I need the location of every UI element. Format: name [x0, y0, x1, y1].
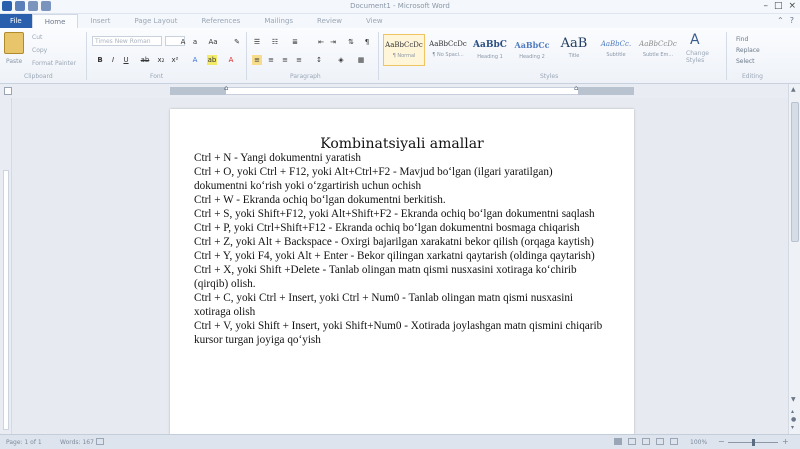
font-name-field[interactable]: Times New Roman — [92, 36, 162, 46]
style-normal[interactable] — [383, 34, 425, 66]
document-area[interactable] — [12, 98, 788, 434]
tab-review[interactable]: Review — [317, 17, 343, 25]
style-subtitle[interactable] — [595, 34, 637, 66]
tab-selector[interactable] — [4, 87, 12, 95]
style-name: Title — [568, 53, 580, 59]
tab-mailings[interactable]: Mailings — [264, 17, 294, 25]
vertical-ruler — [0, 98, 12, 434]
strikethrough-button[interactable]: ab — [140, 56, 150, 64]
browse-object-icon[interactable]: ● — [791, 416, 797, 423]
style-sample: AaBbCcDc — [429, 40, 467, 48]
bold-button[interactable]: B — [97, 56, 103, 64]
document-paragraph: Ctrl + N - Yangi dokumentni yaratish — [194, 152, 361, 164]
underline-button[interactable]: U — [123, 56, 129, 64]
decrease-indent-icon[interactable]: ⇤ — [318, 38, 324, 46]
paste-label: Paste — [6, 58, 23, 65]
show-formatting-icon[interactable]: ¶ — [364, 38, 370, 46]
tab-page-layout[interactable]: Page Layout — [134, 17, 178, 25]
document-paragraph: Ctrl + O, yoki Ctrl + F12, yoki Alt+Ctrl+F2 - Mavjud bo‘lgan (ilgari yaratilgan) dokumentni ko‘rish yoki o‘zgartirish uchun ochish — [194, 166, 553, 192]
full-screen-icon[interactable] — [628, 438, 636, 445]
shading-icon[interactable]: ◈ — [338, 56, 344, 64]
proofing-icon[interactable] — [96, 438, 104, 445]
horizontal-ruler — [0, 84, 800, 98]
tab-home[interactable]: Home — [32, 14, 79, 28]
change-styles-button[interactable]: Change Styles — [686, 50, 709, 64]
editing-group — [736, 34, 760, 67]
document-body[interactable] — [194, 151, 606, 347]
copy-button[interactable]: Copy — [32, 47, 48, 54]
close-button[interactable]: × — [788, 1, 796, 11]
paste-button[interactable] — [4, 32, 24, 54]
right-indent-marker[interactable]: ⌂ — [574, 84, 579, 92]
paragraph-group-label: Paragraph — [290, 73, 321, 80]
ruler-track — [170, 87, 634, 95]
tab-view[interactable]: View — [366, 17, 383, 25]
document-paragraph: Ctrl + Z, yoki Alt + Backspace - Oxirgi bajarilgan xarakatni bekor qilish (orqaga kaytish) — [194, 236, 594, 248]
tab-references[interactable]: References — [201, 17, 241, 25]
tab-file[interactable]: File — [0, 14, 32, 28]
maximize-button[interactable]: □ — [773, 1, 783, 11]
style-sample: AaBbCcDc — [639, 40, 677, 48]
previous-page-icon[interactable]: ▴ — [791, 408, 795, 415]
styles-group-label: Styles — [540, 73, 559, 80]
format-painter-button[interactable]: Format Painter — [32, 60, 77, 67]
change-case-icon[interactable]: Aa — [208, 38, 218, 46]
align-center-icon[interactable]: ≡ — [268, 56, 274, 64]
style-name: Heading 2 — [519, 54, 545, 60]
draft-icon[interactable] — [670, 438, 678, 445]
subscript-button[interactable]: x₂ — [157, 56, 165, 64]
style-sample: AaBbCcDc — [385, 41, 423, 49]
ribbon-tabs — [0, 14, 800, 28]
document-paragraph: Ctrl + X, yoki Shift +Delete - Tanlab olingan matn qismi nusxasini xotiraga ko‘chirib (qirqib) olish. — [194, 264, 577, 290]
ribbon-right-controls — [777, 14, 800, 28]
shrink-font-icon[interactable]: a — [192, 38, 198, 46]
zoom-out-icon[interactable]: − — [718, 437, 725, 446]
numbering-icon[interactable]: ☷ — [271, 38, 279, 46]
window-controls — [763, 1, 796, 11]
collapse-ribbon-icon[interactable]: ⌃ — [777, 16, 784, 25]
document-paragraph: Ctrl + S, yoki Shift+F12, yoki Alt+Shift+F2 - Ekranda ochiq bo‘lgan dokumentni saqlash — [194, 208, 595, 220]
style-name: ¶ No Spaci... — [432, 52, 464, 58]
align-right-icon[interactable]: ≡ — [282, 56, 288, 64]
align-left-icon[interactable]: ≡ — [252, 55, 262, 65]
document-paragraph: Ctrl + W - Ekranda ochiq bo‘lgan dokumentni berkitish. — [194, 194, 446, 206]
sort-icon[interactable]: ⇅ — [348, 38, 354, 46]
style-heading-2[interactable] — [511, 34, 553, 66]
cut-button[interactable]: Cut — [32, 34, 43, 41]
title-bar — [0, 0, 800, 14]
bullets-icon[interactable]: ☰ — [253, 38, 261, 46]
replace-button[interactable]: Replace — [736, 47, 760, 54]
increase-indent-icon[interactable]: ⇥ — [330, 38, 336, 46]
find-button[interactable]: Find — [736, 36, 749, 43]
document-paragraph: Ctrl + V, yoki Shift + Insert, yoki Shift+Num0 - Xotirada joylashgan matn qismini chiqarib kursor turgan joyiga qo‘yish — [194, 320, 603, 346]
clear-formatting-icon[interactable]: ✎ — [234, 38, 240, 46]
style-sample: AaBbCc — [514, 40, 550, 50]
style-sample: AaBbC — [473, 40, 507, 50]
editing-group-label: Editing — [742, 73, 763, 80]
document-title: Kombinatsiyali amallar — [320, 136, 484, 152]
style-name: Heading 1 — [477, 54, 503, 60]
ribbon-separator — [86, 32, 87, 80]
ribbon-separator — [378, 32, 379, 80]
outline-icon[interactable] — [656, 438, 664, 445]
document-page[interactable] — [170, 109, 634, 434]
help-icon[interactable]: ? — [789, 16, 794, 25]
next-page-icon[interactable]: ▾ — [791, 424, 795, 431]
print-layout-icon[interactable] — [614, 438, 622, 445]
style-no-spacing[interactable] — [427, 34, 469, 66]
status-bar — [0, 434, 800, 449]
font-group-label: Font — [150, 73, 164, 80]
document-paragraph: Ctrl + Y, yoki F4, yoki Alt + Enter - Bekor qilingan xarkatni qaytarish (oldinga qaytarish) — [194, 250, 595, 262]
style-name: ¶ Normal — [392, 53, 416, 59]
ribbon-separator — [246, 32, 247, 80]
ribbon-home — [0, 28, 800, 84]
tab-insert[interactable]: Insert — [90, 17, 111, 25]
highlight-icon[interactable]: ab — [207, 56, 217, 64]
clipboard-group-label: Clipboard — [24, 73, 53, 80]
ruler-margin-right — [578, 87, 634, 95]
minimize-button[interactable]: – — [763, 1, 768, 11]
line-spacing-icon[interactable]: ↕ — [316, 56, 322, 64]
style-heading-1[interactable] — [469, 34, 511, 66]
grow-font-icon[interactable]: A — [180, 38, 186, 46]
scroll-down-icon[interactable]: ▼ — [791, 396, 796, 403]
change-styles-icon[interactable]: A — [690, 32, 700, 48]
scrollbar-thumb[interactable] — [791, 102, 799, 242]
document-paragraph: Ctrl + C, yoki Ctrl + Insert, yoki Ctrl + Num0 - Tanlab olingan matn qismi nusxasini xotiraga olish — [194, 292, 574, 318]
ribbon-separator — [726, 32, 727, 80]
window-title: Document1 - Microsoft Word — [350, 2, 450, 10]
multilevel-list-icon[interactable]: ≣ — [292, 38, 298, 46]
borders-icon[interactable]: ▦ — [357, 56, 365, 64]
style-sample: AaBbCc. — [600, 40, 632, 48]
select-button[interactable]: Select — [736, 58, 755, 65]
ruler-margin-left — [170, 87, 226, 95]
zoom-level[interactable]: 100% — [690, 439, 708, 446]
indent-marker[interactable]: ⌂ — [224, 84, 229, 92]
italic-button[interactable]: I — [111, 56, 115, 64]
superscript-button[interactable]: x² — [171, 56, 179, 64]
vertical-ruler-track — [3, 170, 9, 430]
scroll-up-icon[interactable]: ▲ — [791, 86, 796, 93]
justify-icon[interactable]: ≡ — [296, 56, 302, 64]
web-layout-icon[interactable] — [642, 438, 650, 445]
text-effects-icon[interactable]: A — [192, 56, 198, 64]
style-title[interactable] — [553, 34, 595, 66]
word-count[interactable]: Words: 167 — [60, 439, 94, 446]
font-color-icon[interactable]: A — [228, 56, 234, 64]
style-subtle-emphasis[interactable] — [637, 34, 679, 66]
zoom-in-icon[interactable]: + — [782, 437, 789, 446]
style-name: Subtitle — [606, 52, 626, 58]
style-sample: AaB — [560, 36, 588, 51]
style-name: Subtle Em... — [642, 52, 674, 58]
page-count[interactable]: Page: 1 of 1 — [6, 439, 42, 446]
vertical-scrollbar[interactable] — [788, 84, 800, 434]
zoom-slider-thumb[interactable] — [752, 439, 755, 446]
document-paragraph: Ctrl + P, yoki Ctrl+Shift+F12 - Ekranda ochiq bo‘lgan dokumentni bosmaga chiqarish — [194, 222, 580, 234]
